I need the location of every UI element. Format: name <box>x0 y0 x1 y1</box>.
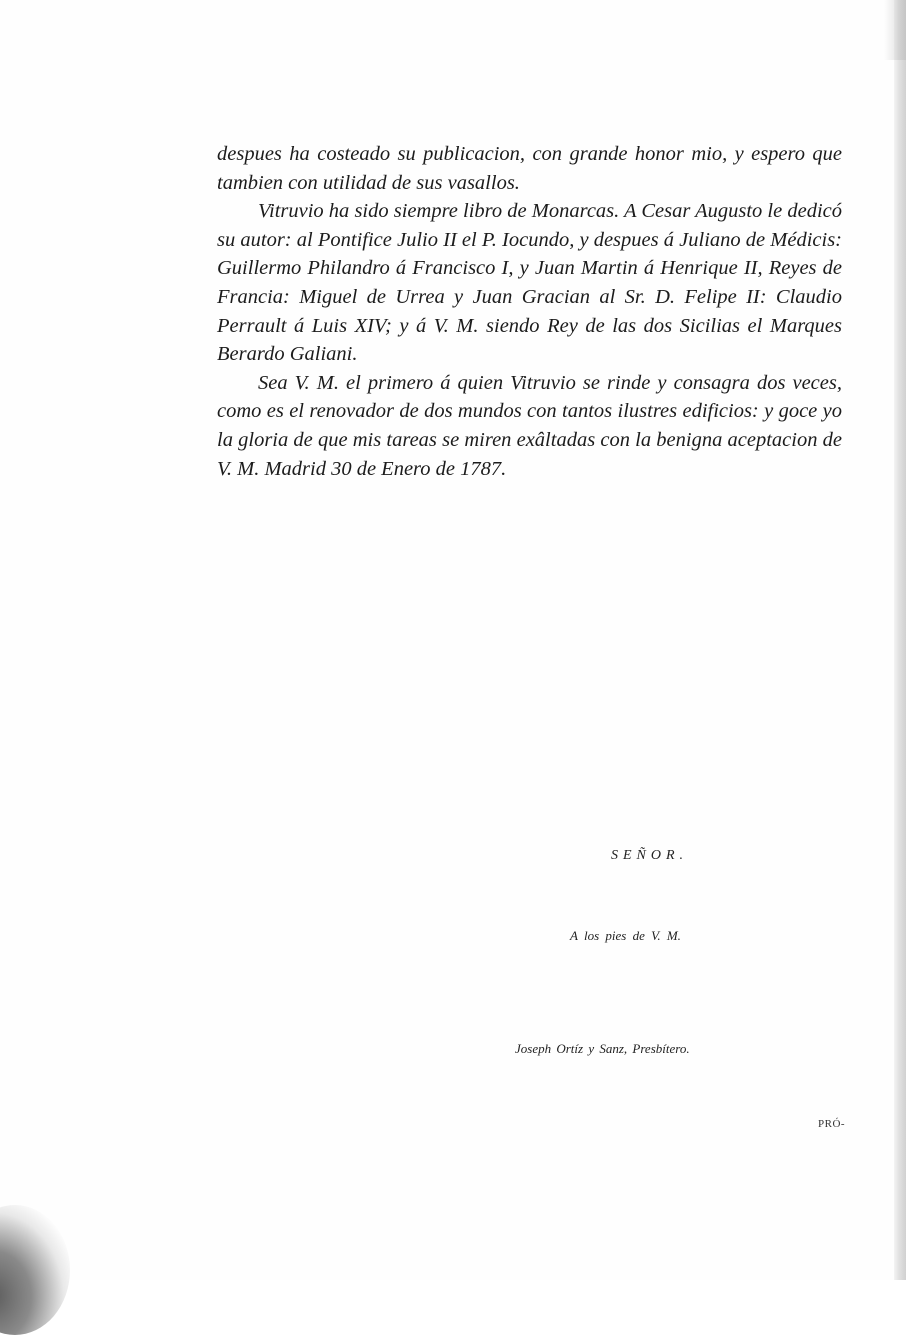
paragraph-1: despues ha costeado su publicacion, con grande honor mio, y espero que tambien con utilidad de sus vasallos. <box>217 143 842 194</box>
page-edge-shadow <box>884 0 906 60</box>
page-binding-edge <box>894 0 906 1280</box>
dedication-body <box>217 140 842 483</box>
catchword: PRÓ- <box>818 1118 846 1130</box>
paragraph-2: Vitruvio ha sido siempre libro de Monarcas. A Cesar Augusto le dedicó su autor: al Pontifice Julio II el P. Iocundo, y despues á Juliano de Médicis: Guillermo Philandro á Francisco I, y Juan Martin á Henrique II, Reyes de Francia: Miguel de Urrea y Juan Gracian al Sr. D. Felipe II: Claudio Perrault á Luis XIV; y á V. M. siendo Rey de las dos Sicilias el Marques Berardo Galiani. <box>217 200 842 366</box>
closing-formula: A los pies de V. M. <box>570 928 681 943</box>
salutation: SEÑOR. <box>611 848 689 863</box>
signature: Joseph Ortíz y Sanz, Presbítero. <box>515 1041 690 1056</box>
scan-thumb-shadow <box>0 1205 70 1335</box>
paragraph-3: Sea V. M. el primero á quien Vitruvio se rinde y consagra dos veces, como es el renovador de dos mundos con tantos ilustres edificios: y goce yo la gloria de que mis tareas se miren exâltadas con la benigna aceptacion de V. M. Madrid 30 de Enero de 1787. <box>217 371 842 480</box>
